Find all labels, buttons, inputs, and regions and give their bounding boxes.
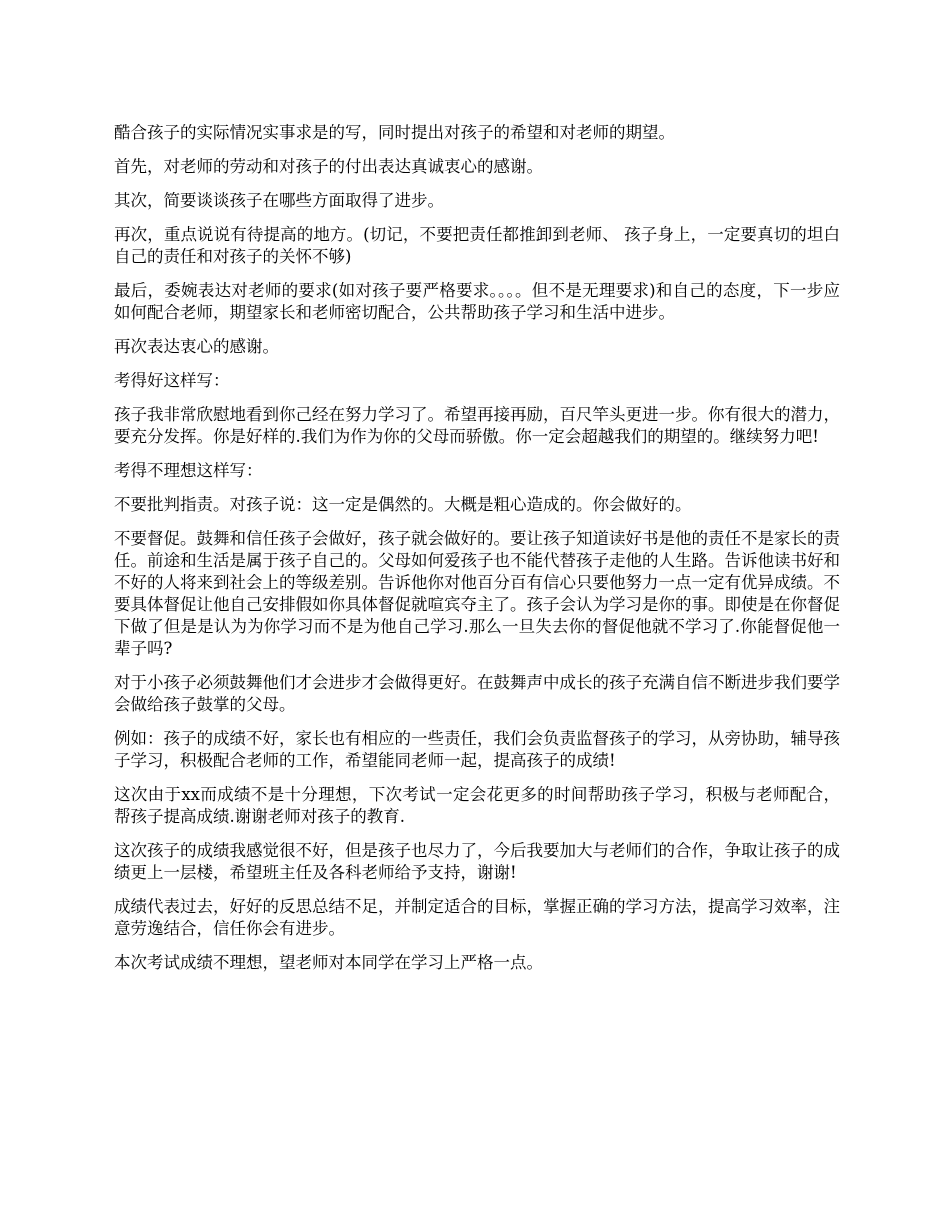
paragraph-4: 再次，重点说说有待提高的地方。(切记，不要把责任都推卸到老师、 孩子身上，一定要真切的坦白自己的责任和对孩子的关怀不够) [114,225,840,266]
paragraph-17: 本次考试成绩不理想，望老师对本同学在学习上严格一点。 [114,953,543,972]
section-heading-poor-results: 考得不理想这样写： [114,461,263,480]
paragraph-16: 成绩代表过去，好好的反思总结不足，并制定适合的目标，掌握正确的学习方法，提高学习效率，注意劳逸结合，信任你会有进步。 [114,897,840,938]
paragraph-10: 不要批判指责。对孩子说：这一定是偶然的。大概是粗心造成的。你会做好的。 [114,495,692,514]
paragraph-1: 酷合孩子的实际情况实事求是的写，同时提出对孩子的希望和对老师的期望。 [114,123,675,142]
paragraph-11: 不要督促。鼓舞和信任孩子会做好，孩子就会做好的。要让孩子知道读好书是他的责任不是家长的责任。前途和生活是属于孩子自己的。父母如何爱孩子也不能代替孩子走他的人生路。告诉他读书好和不好的人将来到社会上的等级差别。告诉他你对他百分百有信心只要他努力一点一定有优异成绩。不要具体督促让他自己安排假如你具体督促就喧宾夺主了。孩子会认为学习是你的事。即使是在你督促下做了但是是认为为你学习而不是为他自己学习.那么一旦失去你的督促他就不学习了.你能督促他一辈子吗? [114,529,840,658]
section-heading-good-results: 考得好这样写： [114,371,230,390]
paragraph-8: 孩子我非常欣慰地看到你己经在努力学习了。希望再接再励，百尺竿头更进一步。你有很大的潜力，要充分发挥。你是好样的.我们为作为你的父母而骄傲。你一定会超越我们的期望的。继续努力吧! [114,405,840,446]
paragraph-15: 这次孩子的成绩我感觉很不好，但是孩子也尽力了，今后我要加大与老师们的合作，争取让孩子的成绩更上一层楼，希望班主任及各科老师给予支持，谢谢! [114,841,840,882]
paragraph-12: 对于小孩子必须鼓舞他们才会进步才会做得更好。在鼓舞声中成长的孩子充满自信不断进步我们要学会做给孩子鼓掌的父母。 [114,673,840,714]
paragraph-14: 这次由于xx而成绩不是十分理想，下次考试一定会花更多的时间帮助孩子学习，积极与老师配合，帮孩子提高成绩.谢谢老师对孩子的教育. [114,785,840,826]
paragraph-5: 最后，委婉表达对老师的要求(如对孩子要严格要求。。。。但不是无理要求)和自己的态度，下一步应如何配合老师，期望家长和老师密切配合，公共帮助孩子学习和生活中进步。 [114,281,840,322]
document-body [114,122,840,986]
paragraph-3: 其次，简要谈谈孩子在哪些方面取得了进步。 [114,191,444,210]
paragraph-6: 再次表达衷心的感谢。 [114,337,279,356]
paragraph-2: 首先，对老师的劳动和对孩子的付出表达真诚衷心的感谢。 [114,157,543,176]
paragraph-13: 例如：孩子的成绩不好，家长也有相应的一些责任，我们会负责监督孩子的学习，从旁协助，辅导孩子学习，积极配合老师的工作，希望能同老师一起，提高孩子的成绩! [114,729,840,770]
